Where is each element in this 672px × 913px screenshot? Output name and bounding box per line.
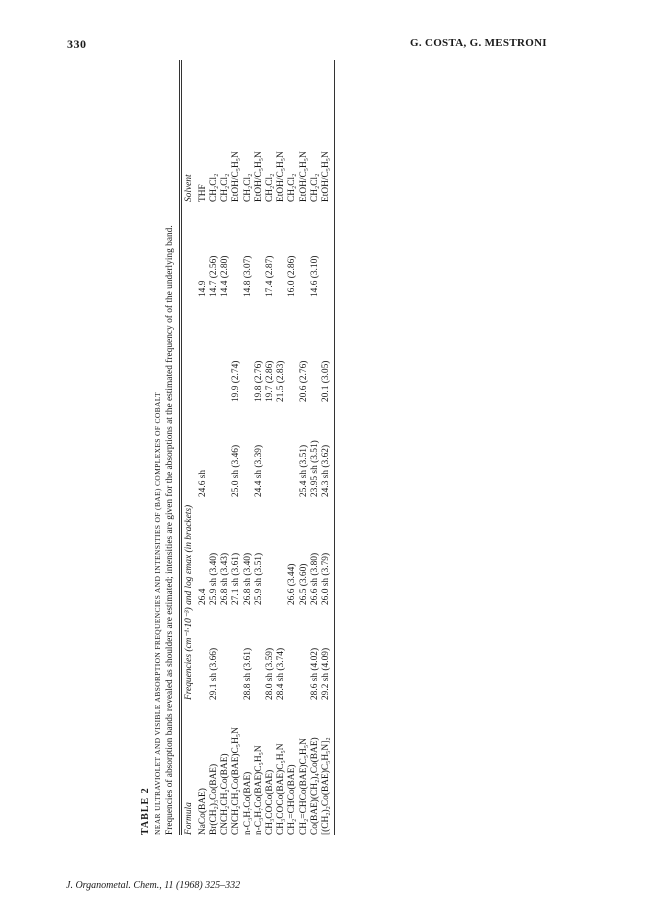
cell-f2: 26.8 sh (3.43) — [220, 552, 231, 605]
cell-f3: 24.6 sh — [197, 469, 208, 497]
cell-f2: 26.6 (3.44) — [287, 563, 298, 605]
cell-formula: CH₃COCo(BAE)C₅H₅N — [276, 743, 287, 835]
cell-f4 — [220, 297, 231, 402]
cell-f2: 25.9 sh (3.40) — [209, 552, 219, 605]
cell-f5: 14.8 (3.07) — [242, 255, 253, 297]
cell-f1: 28.8 sh (3.61) — [242, 647, 253, 700]
cell-f4: 19.7 (2.86) — [264, 360, 275, 402]
cell-solvent: CH₂Cl₂ — [242, 173, 253, 202]
cell-formula: CNCH₂CH₂Co(BAE)C₅H₅N — [231, 727, 242, 835]
cell-f2 — [265, 497, 276, 605]
cell-f1: 29.2 sh (4.09) — [320, 647, 331, 700]
table-row — [198, 60, 209, 835]
table-header-row — [182, 60, 198, 835]
cell-f2: 26.6 sh (3.80) — [309, 552, 320, 605]
cell-f4: 20.6 (2.76) — [298, 360, 309, 402]
cell-f5: 14.7 (2.56) — [209, 255, 219, 297]
cell-f1 — [220, 605, 231, 700]
cell-f2: 25.9 sh (3.51) — [253, 552, 264, 605]
cell-f1: 28.4 sh (3.74) — [276, 647, 287, 700]
cell-f5: 14.9 — [197, 280, 208, 297]
table-row — [310, 60, 321, 835]
table-row — [231, 60, 242, 835]
cell-f4: 21.5 (2.83) — [276, 360, 287, 402]
cell-f5: 17.4 (2.87) — [264, 255, 275, 297]
cell-f3: 25.4 sh (3.51) — [298, 444, 309, 497]
cell-f3: 24.4 sh (3.39) — [253, 444, 264, 497]
cell-f3 — [287, 402, 298, 497]
table-row — [287, 60, 298, 835]
cell-solvent: CH₂Cl₂ — [220, 173, 231, 202]
cell-f4 — [287, 297, 298, 402]
cell-formula: n-C₃H₇Co(BAE) — [242, 771, 253, 835]
header-solvent: Solvent — [184, 174, 194, 202]
cell-solvent: EtOH/C₅H₅N — [320, 151, 331, 202]
cell-f2: 26.8 sh (3.40) — [242, 552, 253, 605]
cell-f1 — [231, 605, 242, 700]
cell-f2: 27.1 sh (3.61) — [231, 552, 242, 605]
table-label: TABLE 2 — [140, 787, 151, 835]
cell-formula: n-C₃H₇Co(BAE)C₅H₅N — [253, 745, 264, 835]
cell-f1: 28.6 sh (4.02) — [309, 647, 320, 700]
cell-f4 — [209, 297, 220, 402]
cell-f2: 26.5 (3.60) — [298, 563, 309, 605]
cell-f3 — [209, 402, 220, 497]
table-row — [209, 60, 220, 835]
cell-formula: Br(CH₂)₃Co(BAE) — [209, 763, 219, 835]
table-bottom-rule — [334, 60, 335, 835]
cell-f4 — [310, 297, 321, 402]
journal-citation: J. Organometal. Chem., 11 (1968) 325–332 — [66, 880, 241, 891]
cell-f3 — [220, 402, 231, 497]
table-note: Frequencies of absorption bands revealed as shoulders are estimated; intensities are given for the absorptions at the estimated frequency of of the underlying band. — [165, 225, 175, 835]
cell-formula: CH₂=CHCo(BAE)C₅H₅N — [298, 738, 309, 835]
cell-f5 — [299, 202, 310, 297]
cell-formula: CH₃COCo(BAE) — [264, 769, 275, 835]
cell-f5 — [231, 202, 242, 297]
cell-f4: 19.8 (2.76) — [253, 360, 264, 402]
table-row — [299, 60, 310, 835]
page-number: 330 — [67, 37, 87, 51]
cell-f2 — [276, 497, 287, 605]
table-row — [321, 60, 332, 835]
cell-formula: Co(BAE)(CH₂)₄Co(BAE) — [309, 737, 320, 835]
cell-solvent: THF — [197, 184, 208, 202]
cell-f3: 23.95 sh (3.51) — [309, 440, 320, 497]
absorption-table — [182, 60, 332, 835]
cell-f4: 20.1 (3.05) — [320, 360, 331, 402]
running-head: G. COSTA, G. MESTRONI — [410, 37, 547, 49]
cell-f3: 24.3 sh (3.62) — [320, 444, 331, 497]
cell-f2: 26.0 sh (3.79) — [320, 552, 331, 605]
cell-solvent: EtOH/C₅H₅N — [298, 151, 309, 202]
cell-solvent: EtOH/C₅H₅N — [231, 151, 242, 202]
cell-formula: CH₂=CHCo(BAE) — [287, 764, 298, 835]
table-body — [198, 60, 332, 835]
cell-solvent: CH₂Cl₂ — [309, 173, 320, 202]
table-row — [276, 60, 287, 835]
cell-f4 — [198, 297, 209, 402]
table-caption: NEAR ULTRAVIOLET AND VISIBLE ABSORPTION FREQUENCIES AND INTENSITIES OF (BAE) COMPLEXES OF COBALT — [153, 392, 162, 835]
header-formula: Formula — [184, 802, 194, 835]
header-frequencies: Frequencies (cm⁻¹·10⁻³) and log εmax (in brackets) — [184, 504, 194, 700]
cell-f2: 26.4 — [197, 588, 208, 605]
table-row — [220, 60, 231, 835]
cell-f5 — [321, 202, 332, 297]
cell-f4 — [243, 297, 254, 402]
cell-solvent: EtOH/C₅H₅N — [276, 151, 287, 202]
table-row — [265, 60, 276, 835]
cell-f3 — [276, 402, 287, 497]
cell-f4: 19.9 (2.74) — [231, 360, 242, 402]
cell-solvent: EtOH/C₅H₅N — [253, 151, 264, 202]
cell-formula: [(CH₂)₂Co(BAE)C₅H₅N]₂ — [320, 737, 331, 835]
cell-f5 — [254, 202, 265, 297]
table-row — [254, 60, 265, 835]
cell-solvent: CH₂Cl₂ — [264, 173, 275, 202]
cell-solvent: CH₂Cl₂ — [209, 173, 219, 202]
cell-f5 — [276, 202, 287, 297]
cell-f5: 14.6 (3.10) — [309, 255, 320, 297]
cell-f1: 28.0 sh (3.59) — [264, 647, 275, 700]
cell-f1 — [254, 605, 265, 700]
cell-f1: 29.1 sh (3.66) — [209, 647, 219, 700]
cell-f1 — [299, 605, 310, 700]
cell-solvent: CH₂Cl₂ — [287, 173, 298, 202]
table-2 — [140, 60, 335, 835]
cell-formula: NaCo(BAE) — [197, 788, 208, 835]
cell-f3: 25.0 sh (3.46) — [231, 444, 242, 497]
cell-f1 — [198, 605, 209, 700]
table-row — [243, 60, 254, 835]
cell-f5: 14.4 (2.80) — [220, 255, 231, 297]
cell-f3 — [265, 402, 276, 497]
cell-f3 — [243, 402, 254, 497]
cell-f5: 16.0 (2.86) — [287, 255, 298, 297]
cell-f1 — [287, 605, 298, 700]
cell-formula: CNCH₂CH₂Co(BAE) — [220, 753, 231, 835]
